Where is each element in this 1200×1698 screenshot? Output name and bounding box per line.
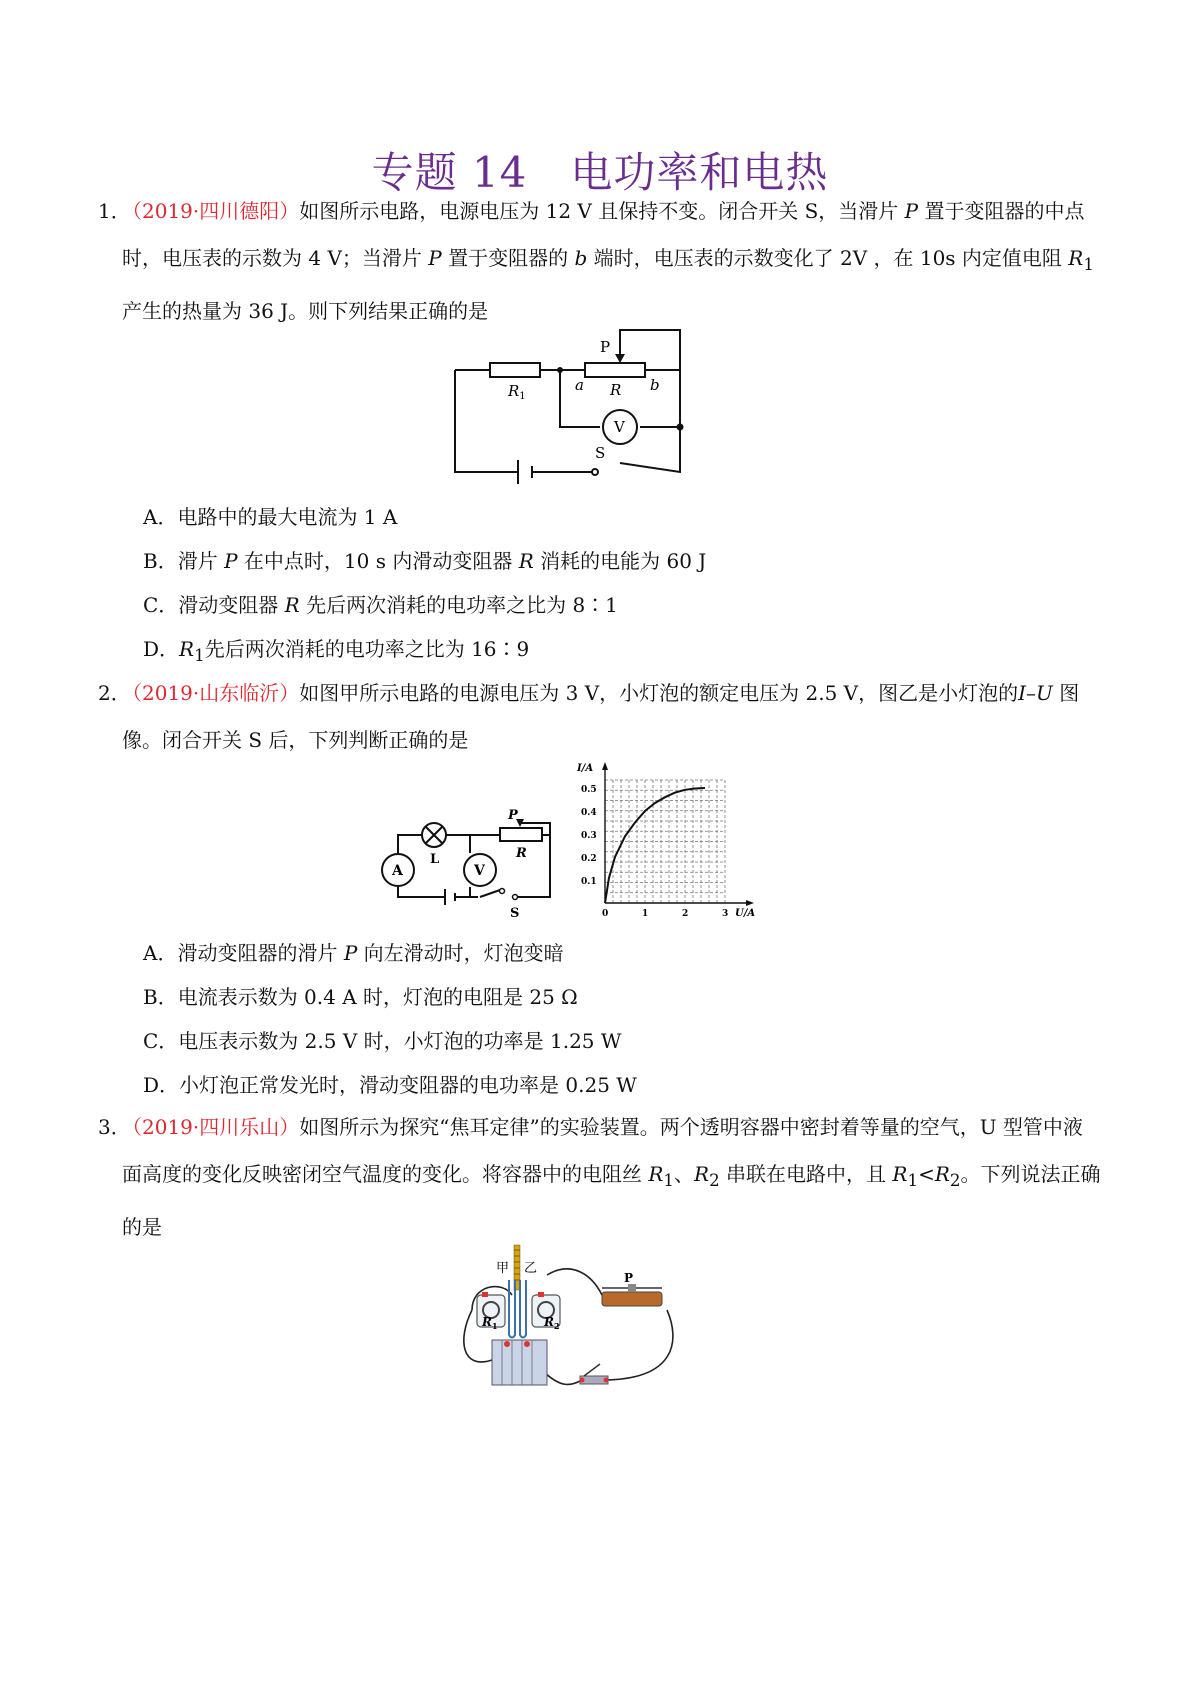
stem-text: 如图所示为探究“焦耳定律”的实验装置。两个透明容器中密封着等量的空气，U 型管中液面高度的变化反映密闭空气温度的变化。将容器中的电阻丝 (122, 1115, 1083, 1186)
iu-curve (605, 788, 705, 903)
stem-text: 置于变阻器的 (441, 246, 575, 270)
y-tick-label: 0.5 (581, 785, 597, 795)
question-source: （2019·四川乐山） (122, 1115, 300, 1139)
stem-var: I–U (1018, 681, 1053, 705)
y-tick-label: 0.4 (581, 808, 597, 818)
circuit-figure-2 (370, 805, 570, 920)
option-a: A．电路中的最大电流为 1 A (143, 505, 398, 529)
joule-apparatus-figure (452, 1240, 682, 1410)
option-c: C．电压表示数为 2.5 V 时，小灯泡的功率是 1.25 W (143, 1029, 622, 1053)
x-tick-label: 3 (722, 909, 729, 918)
var-b: b (574, 246, 588, 270)
label-jia: 甲 (496, 1261, 510, 1276)
question-number: 3． (98, 1115, 131, 1139)
x-axis-label: U/A (735, 908, 756, 918)
question-3: 3．（2019·四川乐山）如图所示为探究“焦耳定律”的实验装置。两个透明容器中密封着等量的空气，U 型管中液面高度的变化反映密闭空气温度的变化。将容器中的电阻丝 $R_1$、$R_2$ 串联在电路中，且 $R_1<R_2$。下列说法正确的是 (122, 1104, 1102, 1251)
subscript: 1 (1083, 255, 1094, 274)
label-r2: $R_2$ (544, 1315, 560, 1331)
label-b: b (650, 376, 660, 394)
stem-text: 置于变阻器的中点时，电压表的示数为 4 V；当滑片 (122, 199, 1085, 270)
y-tick-label: 0.3 (581, 831, 597, 841)
label-s: S (510, 906, 520, 920)
question-2 (98, 670, 1102, 764)
ammeter-label: A (392, 863, 403, 879)
question-source: （2019·四川德阳） (122, 199, 300, 223)
stem-text: 图像。闭合开关 S 后，下列判断正确的是 (122, 681, 1080, 752)
stem-text: 产生的热量为 36 J。则下列结果正确的是 (122, 299, 489, 323)
label-l: L (430, 852, 440, 867)
question-source: （2019·山东临沂） (122, 681, 300, 705)
label-r1: $R_1$ (482, 1315, 498, 1331)
label-p: P (600, 338, 611, 356)
var-r: R (1068, 246, 1084, 270)
option-b: B．电流表示数为 0.4 A 时，灯泡的电阻是 25 Ω (143, 985, 578, 1009)
x-tick-label: 1 (642, 909, 649, 918)
x-tick-label: 0 (602, 909, 609, 918)
label-a: a (575, 376, 584, 394)
question-number: 1． (98, 199, 131, 223)
var-p: P (428, 246, 442, 270)
label-s: S (595, 444, 606, 462)
option-d: D．$R_1$先后两次消耗的电功率之比为 16∶9 (143, 637, 530, 665)
label-r1: $R_1$ (508, 382, 526, 402)
label-r: R (516, 846, 527, 861)
label-yi: 乙 (524, 1261, 538, 1276)
page-title: 专题 14 电功率和电热 (371, 148, 829, 197)
iu-chart (575, 758, 765, 918)
option-a: A．滑动变阻器的滑片 P 向左滑动时，灯泡变暗 (143, 941, 564, 965)
label-r: R (610, 381, 622, 399)
label-p: P (508, 808, 518, 823)
option-b: B．滑片 P 在中点时，10 s 内滑动变阻器 R 消耗的电能为 60 J (143, 549, 707, 573)
var-p: P (904, 199, 919, 223)
question-number: 2． (98, 681, 131, 705)
voltmeter-label: V (474, 863, 485, 879)
y-tick-label: 0.1 (581, 877, 597, 887)
option-c: C．滑动变阻器 R 先后两次消耗的电功率之比为 8∶1 (143, 593, 618, 617)
voltmeter-label: V (614, 418, 625, 436)
y-axis-label: I/A (577, 763, 594, 774)
stem-text: 如图甲所示电路的电源电压为 3 V，小灯泡的额定电压为 2.5 V，图乙是小灯泡的 (299, 681, 1019, 705)
option-d: D．小灯泡正常发光时，滑动变阻器的电功率是 0.25 W (143, 1073, 637, 1097)
x-tick-label: 2 (682, 909, 689, 918)
stem-text: 如图所示电路，电源电压为 12 V 且保持不变。闭合开关 S，当滑片 (299, 199, 905, 223)
stem-text: 端时，电压表的示数变化了 2V ，在 10s 内定值电阻 (587, 246, 1069, 270)
y-tick-label: 0.2 (581, 854, 597, 864)
label-p: P (624, 1271, 634, 1285)
question-1 (98, 188, 1102, 335)
circuit-figure-1 (440, 320, 700, 490)
